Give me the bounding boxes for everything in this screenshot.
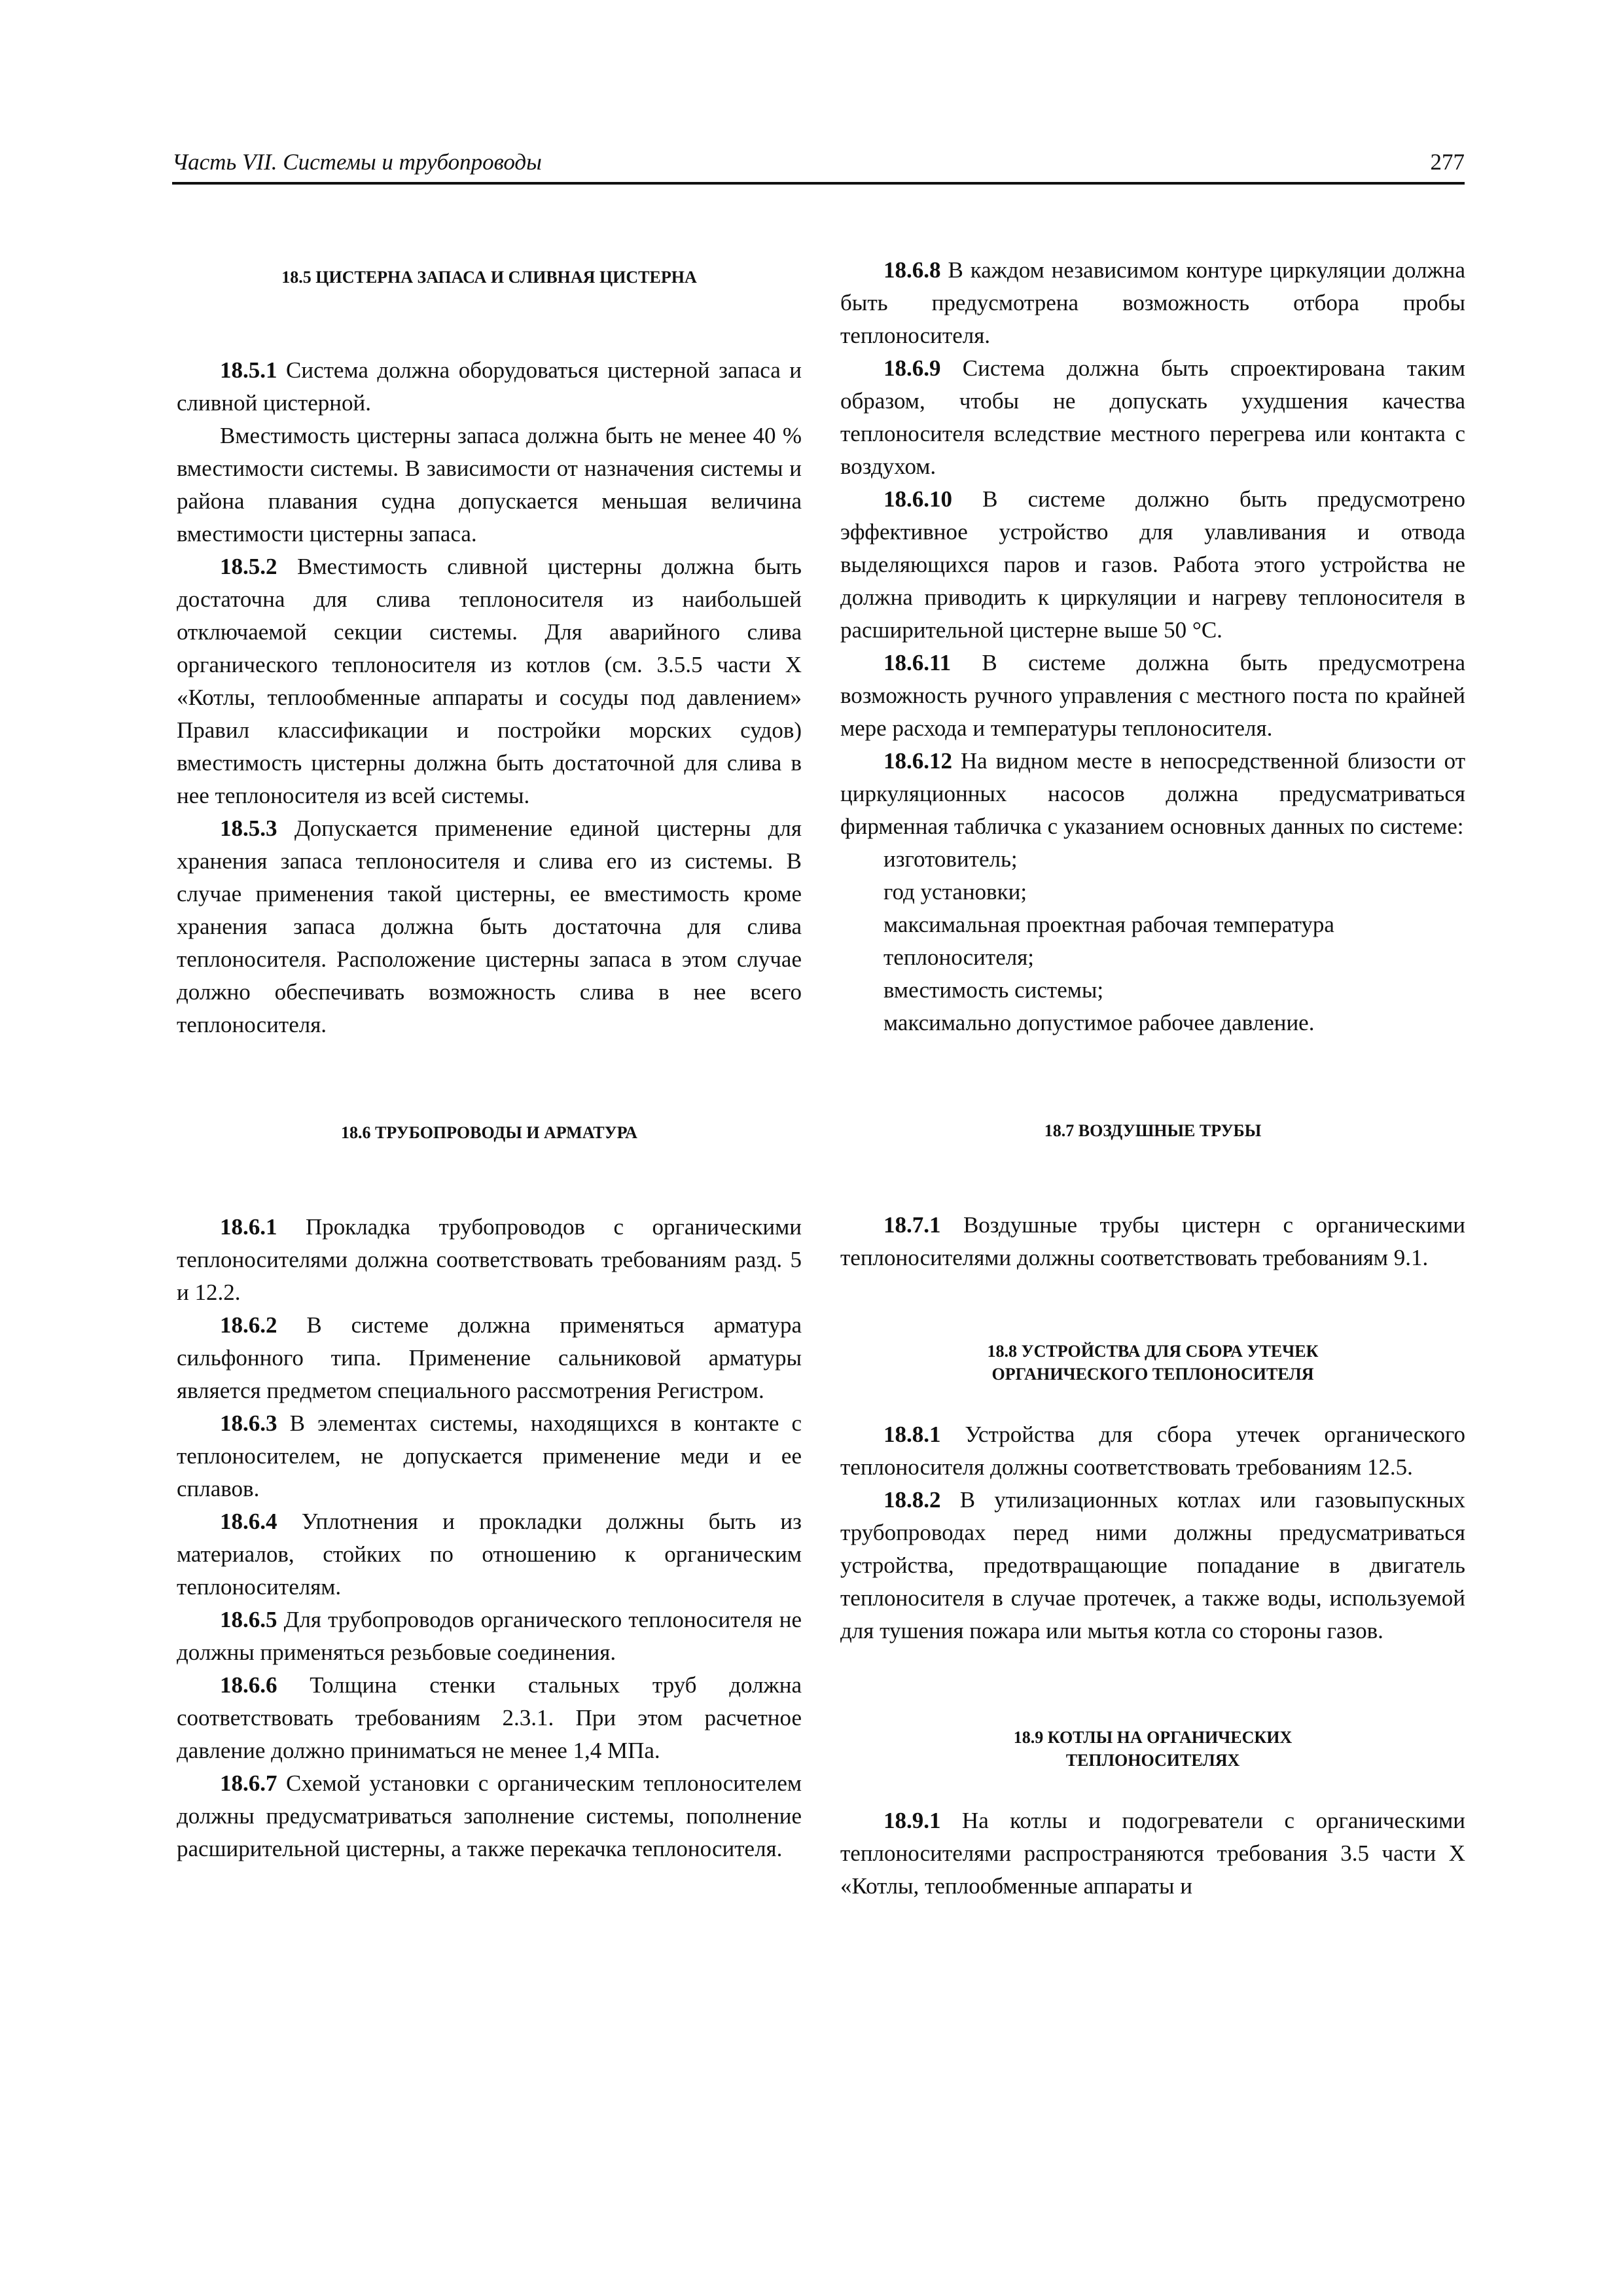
section-heading-18-6: 18.6 ТРУБОПРОВОДЫ И АРМАТУРА: [341, 1123, 637, 1142]
paragraph-18-6-4: 18.6.4 Уплотнения и прокладки должны быть из материалов, стойких по отношению к органическим теплоносителям.: [177, 1509, 802, 1600]
section-heading-18-7: 18.7 ВОЗДУШНЫЕ ТРУБЫ: [1044, 1121, 1262, 1140]
clause-number: 18.6.8: [883, 257, 941, 283]
paragraph-18-6-9: 18.6.9 Система должна быть спроектирована таким образом, чтобы не допускать ухудшения качества теплоносителя вследствие местного перегрева или контакта с воздухом.: [840, 355, 1465, 479]
clause-number: 18.6.11: [883, 650, 952, 675]
clause-number: 18.6.6: [220, 1672, 277, 1698]
paragraph-18-6-6: 18.6.6 Толщина стенки стальных труб должна соответствовать требованиям 2.3.1. При этом расчетное давление должно приниматься не менее 1,4 МПа.: [177, 1672, 802, 1763]
list-item: год установки;: [883, 879, 1027, 905]
clause-number: 18.6.3: [220, 1410, 277, 1436]
running-title: Часть VII. Системы и трубопроводы: [172, 149, 542, 175]
clause-number: 18.9.1: [883, 1808, 941, 1833]
page-number: 277: [1430, 149, 1465, 175]
clause-number: 18.8.2: [883, 1487, 941, 1513]
clause-number: 18.6.5: [220, 1607, 277, 1632]
clause-number: 18.5.1: [220, 357, 277, 383]
clause-number: 18.6.7: [220, 1770, 277, 1796]
clause-number: 18.6.9: [883, 355, 941, 381]
paragraph-18-8-2: 18.8.2 В утилизационных котлах или газовыпускных трубопроводах перед ними должны предусматриваться устройства, предотвращающие попадание в двигатель теплоносителя в случае протечек, а также воды, используемой для тушения пожара или мытья котла со стороны газов.: [840, 1487, 1465, 1643]
list-item: максимально допустимое рабочее давление.: [883, 1010, 1315, 1035]
paragraph-18-5-1-cont: Вместимость цистерны запаса должна быть не менее 40 % вместимости системы. В зависимости от назначения системы и района плавания судна допускается меньшая величина вместимости цистерны запаса.: [177, 423, 802, 547]
clause-number: 18.6.1: [220, 1214, 277, 1240]
right-column: [840, 254, 1465, 1903]
paragraph-18-6-2: 18.6.2 В системе должна применяться арматура сильфонного типа. Применение сальниковой арматуры является предметом специального рассмотрения Регистром.: [177, 1312, 802, 1403]
clause-number: 18.7.1: [883, 1212, 941, 1238]
clause-number: 18.5.3: [220, 816, 277, 841]
paragraph-18-5-2: 18.5.2 Вместимость сливной цистерны должна быть достаточна для слива теплоносителя из наибольшей отключаемой секции системы. Для аварийного слива органического теплоносителя из котлов (см. 3.5.5 части X «Котлы, теплообменные аппараты и сосуды под давлением» Правил классификации и постройки морских судов) вместимость цистерны должна быть достаточной для слива в нее теплоносителя из всей системы.: [177, 554, 802, 808]
section-heading-18-8: 18.8 УСТРОЙСТВА ДЛЯ СБОРА УТЕЧЕК ОРГАНИЧЕСКОГО ТЕПЛОНОСИТЕЛЯ: [987, 1342, 1319, 1384]
paragraph-18-6-10: 18.6.10 В системе должно быть предусмотрено эффективное устройство для улавливания и отвода выделяющихся паров и газов. Работа этого устройства не должна приводить к циркуляции и нагреву теплоносителя в расширительной цистерне выше 50 °С.: [840, 486, 1465, 643]
page-header: [172, 143, 1465, 185]
clause-number: 18.6.4: [220, 1509, 277, 1534]
list-item: максимальная проектная рабочая температура теплоносителя;: [883, 912, 1334, 970]
section-heading-18-9: 18.9 КОТЛЫ НА ОРГАНИЧЕСКИХ ТЕПЛОНОСИТЕЛЯХ: [1013, 1728, 1293, 1770]
paragraph-18-6-12: 18.6.12 На видном месте в непосредственной близости от циркуляционных насосов должна предусматриваться фирменная табличка с указанием основных данных по системе:: [840, 748, 1465, 839]
paragraph-18-8-1: 18.8.1 Устройства для сбора утечек органического теплоносителя должны соответствовать требованиям 12.5.: [840, 1422, 1465, 1480]
paragraph-18-7-1: 18.7.1 Воздушные трубы цистерн с органическими теплоносителями должны соответствовать требованиям 9.1.: [840, 1212, 1465, 1270]
list-item: вместимость системы;: [883, 977, 1104, 1003]
clause-number: 18.8.1: [883, 1422, 941, 1447]
paragraph-18-6-11: 18.6.11 В системе должна быть предусмотрена возможность ручного управления с местного поста по крайней мере расхода и температуры теплоносителя.: [840, 650, 1465, 741]
clause-number: 18.6.10: [883, 486, 952, 512]
clause-number: 18.6.2: [220, 1312, 277, 1338]
paragraph-18-5-3: 18.5.3 Допускается применение единой цистерны для хранения запаса теплоносителя и слива его из системы. В случае применения такой цистерны, ее вместимость кроме хранения запаса должна быть достаточна для слива теплоносителя. Расположение цистерны запаса в этом случае должно обеспечивать возможность слива в нее всего теплоносителя.: [177, 816, 802, 1037]
paragraph-18-6-7: 18.6.7 Схемой установки с органическим теплоносителем должны предусматриваться заполнение системы, пополнение расширительной цистерны, а также перекачка теплоносителя.: [177, 1770, 802, 1861]
paragraph-18-6-3: 18.6.3 В элементах системы, находящихся в контакте с теплоносителем, не допускается применение меди и ее сплавов.: [177, 1410, 802, 1501]
paragraph-18-6-8: 18.6.8 В каждом независимом контуре циркуляции должна быть предусмотрена возможность отбора пробы теплоносителя.: [840, 257, 1465, 348]
left-column: [177, 254, 802, 1865]
paragraph-18-6-1: 18.6.1 Прокладка трубопроводов с органическими теплоносителями должна соответствовать требованиям разд. 5 и 12.2.: [177, 1214, 802, 1305]
section-heading-18-5: 18.5 ЦИСТЕРНА ЗАПАСА И СЛИВНАЯ ЦИСТЕРНА: [281, 268, 697, 287]
paragraph-18-9-1: 18.9.1 На котлы и подогреватели с органическими теплоносителями распространяются требования 3.5 части X «Котлы, теплообменные аппараты и: [840, 1808, 1465, 1899]
list-item: изготовитель;: [883, 846, 1018, 872]
clause-number: 18.5.2: [220, 554, 277, 579]
paragraph-18-6-5: 18.6.5 Для трубопроводов органического теплоносителя не должны применяться резьбовые соединения.: [177, 1607, 802, 1665]
paragraph-18-5-1: 18.5.1 Система должна оборудоваться цистерной запаса и сливной цистерной.: [177, 357, 802, 416]
clause-number: 18.6.12: [883, 748, 952, 774]
